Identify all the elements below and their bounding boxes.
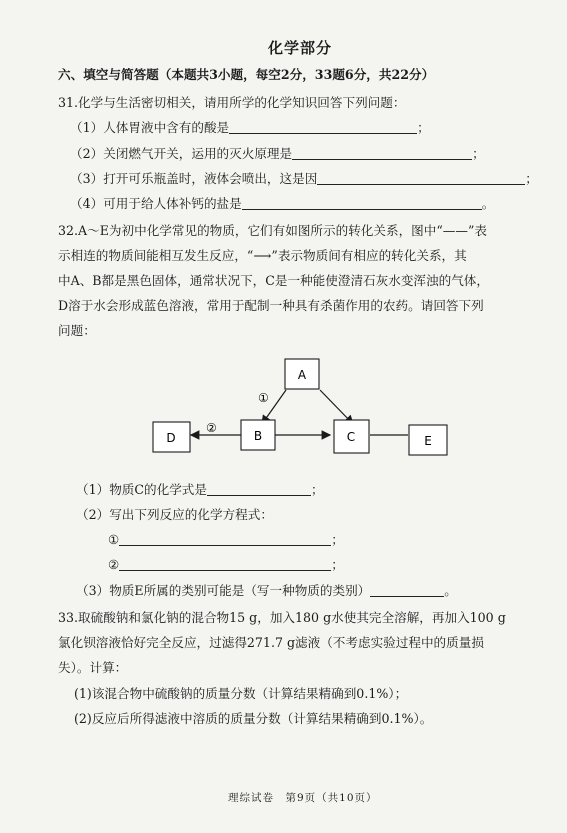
svg-text:D: D (166, 431, 176, 445)
q31-item-4: （4）可用于给人体补钙的盐是 。 (70, 196, 495, 211)
q32-sub-2: （2）写出下列反应的化学方程式： (76, 507, 273, 522)
q32-sub-3: （3）物质E所属的类别可能是（写一种物质的类别） 。 (76, 583, 457, 598)
q32-eq-2: ② ； (108, 557, 344, 572)
q32-line-1: 32.A～E为初中化学常见的物质，它们有如图所示的转化关系，图中“——”表 (58, 223, 488, 238)
arrow-a-to-c (320, 390, 353, 424)
section-heading: 六、填空与简答题（本题共3小题，每空2分，33题6分，共22分） (58, 67, 435, 82)
node-a (285, 359, 319, 389)
svg-text:A: A (297, 368, 307, 382)
q33-line-1: 33.取硫酸钠和氯化钠的混合物15 g，加入180 g水使其完全溶解，再加入100 g (58, 610, 506, 625)
q33-sub-2: (2)反应后所得滤液中溶质的质量分数（计算结果精确到0.1%）。 (74, 711, 433, 726)
q31-item-3: （3）打开可乐瓶盖时，液体会喷出，这是因 ； (70, 171, 538, 186)
mark-2: ② (206, 421, 217, 435)
node-b (241, 420, 275, 450)
answer-blank[interactable] (317, 172, 525, 185)
q32-eq-1: ① ； (108, 532, 344, 547)
svg-text:E: E (424, 434, 432, 448)
q32-line-5: 问题： (58, 323, 96, 338)
answer-blank[interactable] (292, 147, 472, 160)
q31-item-2: （2）关闭燃气开关，运用的灭火原理是 ； (70, 146, 485, 161)
q33-line-2: 氯化钡溶液恰好完全反应，过滤得271.7 g滤液（不考虑实验过程中的质量损 (58, 635, 484, 650)
answer-blank[interactable] (119, 558, 331, 571)
q31-stem: 31.化学与生活密切相关，请用所学的化学知识回答下列问题： (58, 95, 406, 110)
page-footer: 理综试卷 第9页（共10页） (228, 792, 378, 804)
node-c (334, 420, 369, 453)
answer-blank[interactable] (370, 584, 444, 597)
svg-text:B: B (253, 429, 263, 443)
svg-text:C: C (346, 430, 356, 444)
page-title: 化学部分 (268, 39, 333, 57)
answer-blank[interactable] (119, 533, 331, 546)
node-d (153, 422, 190, 452)
answer-blank[interactable] (207, 483, 311, 496)
mark-1: ① (258, 391, 269, 405)
q32-sub-1: （1）物质C的化学式是 ； (76, 482, 324, 497)
node-e (409, 425, 447, 455)
q32-line-3: 中A、B都是黑色固体，通常状况下，C是一种能使澄清石灰水变浑浊的气体， (58, 273, 489, 288)
answer-blank[interactable] (242, 197, 482, 210)
q33-line-3: 失）。计算： (58, 660, 128, 675)
q33-sub-1: (1)该混合物中硫酸钠的质量分数（计算结果精确到0.1%）； (74, 686, 408, 701)
q31-item-1: （1）人体胃液中含有的酸是 ； (70, 120, 430, 135)
q32-line-2: 示相连的物质间能相互发生反应，“⟶”表示物质间有相应的转化关系，其 (58, 248, 467, 263)
answer-blank[interactable] (229, 121, 417, 134)
q32-line-4: D溶于水会形成蓝色溶液，常用于配制一种具有杀菌作用的农药。请回答下列 (58, 298, 484, 313)
conversion-diagram (140, 350, 460, 470)
